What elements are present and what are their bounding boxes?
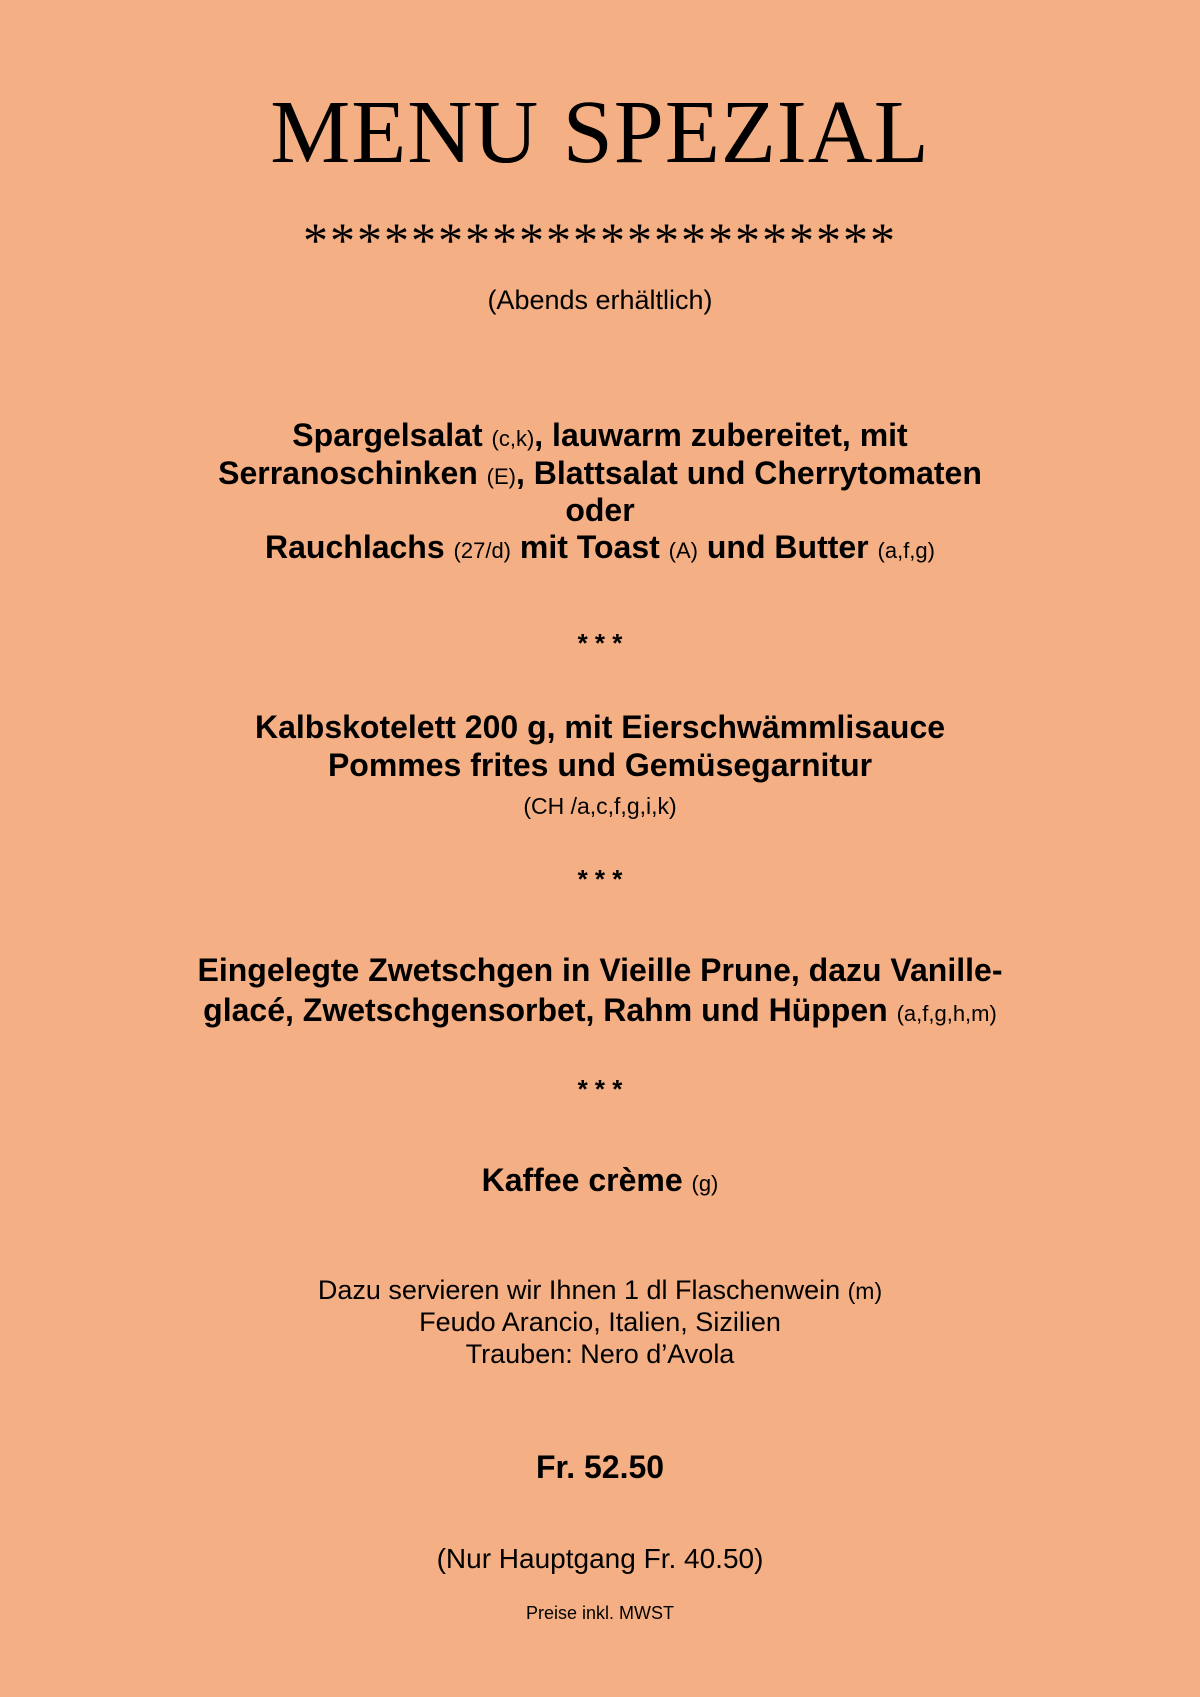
allergen-code: (c,k) (491, 426, 535, 451)
dish-text: Kaffee crème (481, 1162, 683, 1198)
starter-line-2 (0, 454, 1200, 496)
dish-text: , Blattsalat und Cherrytomaten (516, 455, 982, 491)
availability-note: (Abends erhältlich) (487, 285, 713, 315)
allergen-code: (A) (668, 538, 698, 563)
starter-line-4 (0, 528, 1200, 570)
wine-line-2: Feudo Arancio, Italien, Sizilien (419, 1307, 781, 1337)
dish-text: Serranoschinken (218, 455, 478, 491)
main-line-2: Pommes frites und Gemüsegarnitur (327, 747, 873, 783)
dish-text: Rauchlachs (265, 529, 445, 565)
starter-line-1 (0, 416, 1200, 458)
decorative-stars: ********************** (303, 212, 897, 268)
dessert-line-1: Eingelegte Zwetschgen in Vieille Prune, dazu Vanille- (197, 952, 1003, 988)
menu-title: MENU SPEZIAL (270, 83, 930, 182)
allergen-code: (a,f,g) (877, 538, 935, 563)
separator: * * * (577, 1074, 623, 1104)
allergen-code: (m) (847, 1278, 883, 1304)
dish-text: , lauwarm zubereitet, mit (534, 417, 908, 453)
vat-note: Preise inkl. MWST (525, 1603, 675, 1623)
wine-text: Dazu servieren wir Ihnen 1 dl Flaschenwein (317, 1275, 841, 1305)
dish-text: mit Toast (519, 529, 660, 565)
dessert-line-2 (0, 991, 1200, 1033)
main-only-price: (Nur Hauptgang Fr. 40.50) (436, 1543, 764, 1574)
main-allergens: (CH /a,c,f,g,i,k) (523, 793, 677, 819)
coffee (0, 1161, 1200, 1203)
menu-price: Fr. 52.50 (535, 1449, 665, 1485)
allergen-code: (g) (691, 1171, 719, 1196)
separator: * * * (577, 628, 623, 658)
wine-line-1 (0, 1274, 1200, 1308)
wine-line-3: Trauben: Nero d’Avola (465, 1339, 735, 1369)
allergen-code: (27/d) (453, 538, 512, 563)
dish-text: glacé, Zwetschgensorbet, Rahm und Hüppen (203, 992, 888, 1028)
dish-text: Spargelsalat (292, 417, 483, 453)
allergen-code: (E) (486, 464, 516, 489)
dish-text: und Butter (706, 529, 869, 565)
separator: * * * (577, 864, 623, 894)
allergen-code: (a,f,g,h,m) (896, 1001, 997, 1026)
starter-or: oder (565, 492, 635, 528)
main-line-1: Kalbskotelett 200 g, mit Eierschwämmlisauce (254, 709, 946, 745)
